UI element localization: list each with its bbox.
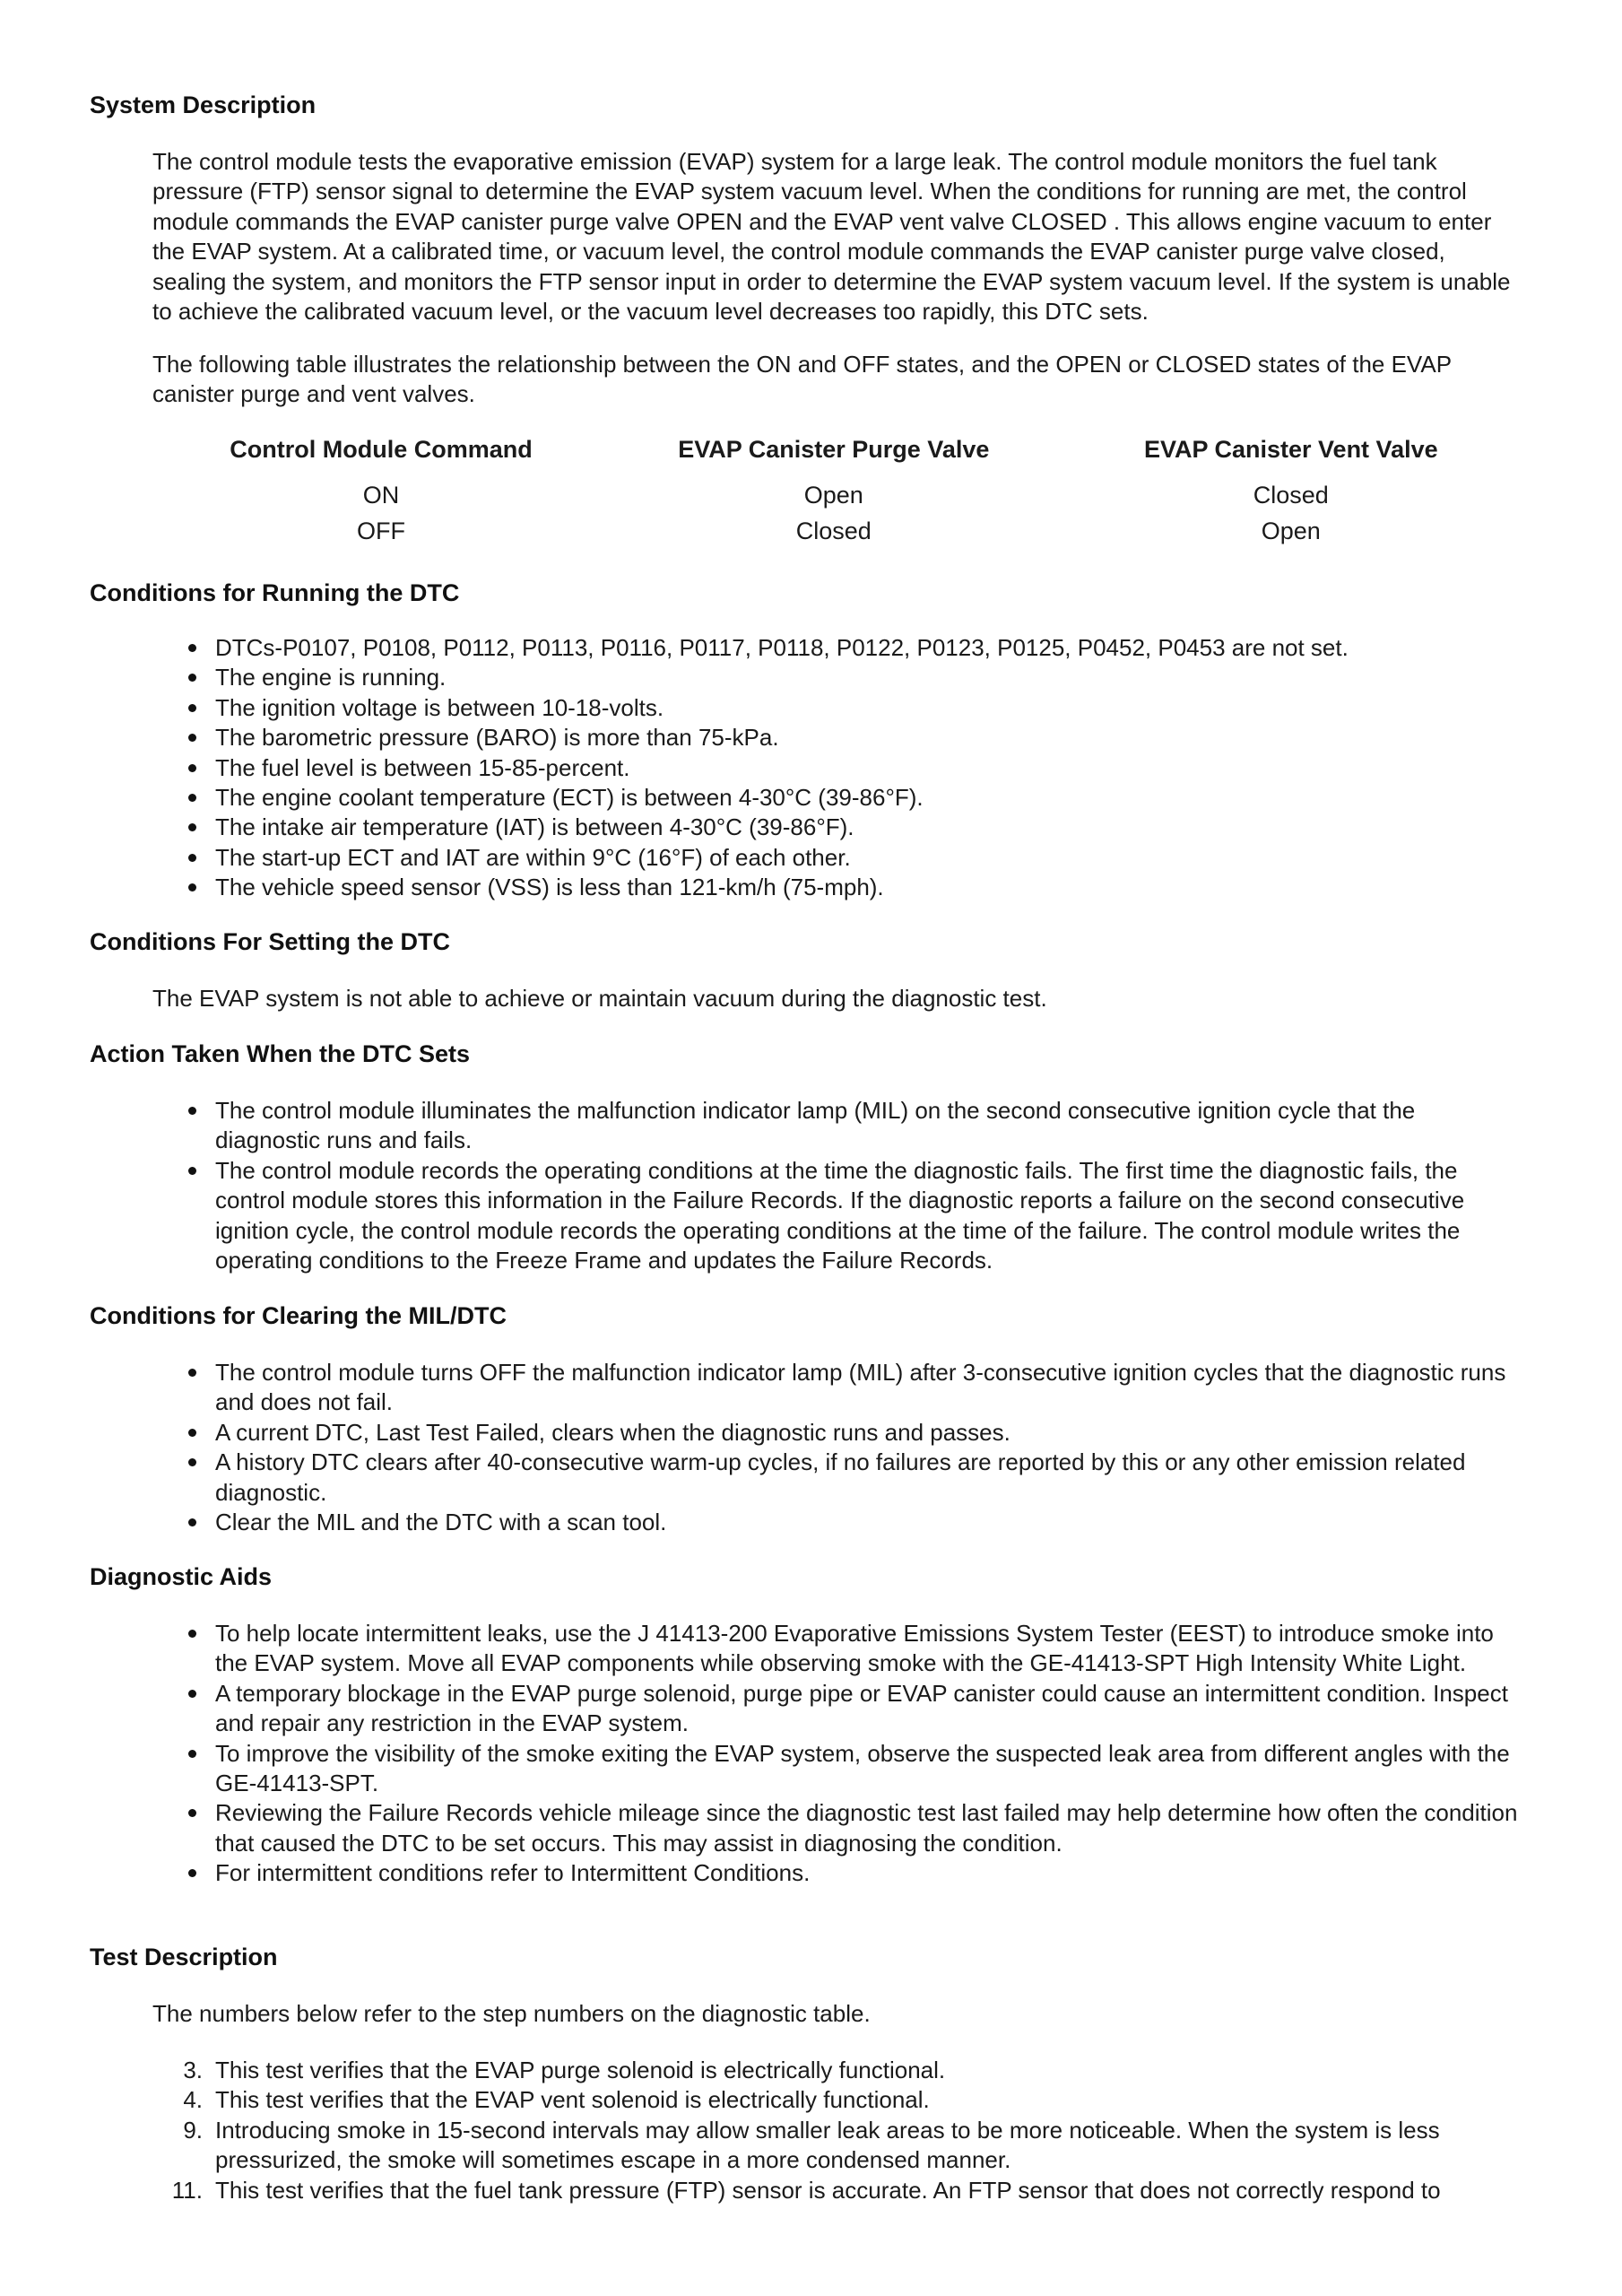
table-cell: ON xyxy=(362,482,400,509)
list-item: To help locate intermittent leaks, use the J 41413-200 Evaporative Emissions System Tester (EEST) to introduce smoke into the EVAP system. Move all EVAP components while observing smoke with the GE-41413-SPT High Intensity White Light. xyxy=(215,1619,1526,1679)
system-description-paragraph: The control module tests the evaporative emission (EVAP) system for a large leak. The control module monitors the fuel tank pressure (FTP) sensor signal to determine the EVAP system vacuum level. When the conditions for running are met, the control module commands the EVAP canister purge valve OPEN and the EVAP vent valve CLOSED . This allows engine vacuum to enter the EVAP system. At a calibrated time, or vacuum level, the control module commands the EVAP canister purge valve closed, sealing the system, and monitors the FTP sensor input in order to determine the EVAP system vacuum level. If the system is unable to achieve the calibrated vacuum level, or the vacuum level decreases too rapidly, this DTC sets. xyxy=(152,148,1511,326)
list-item xyxy=(183,2116,1526,2176)
heading-diagnostic-aids: Diagnostic Aids xyxy=(90,1563,273,1590)
table-cell: Closed xyxy=(1253,482,1329,509)
heading-system-description: System Description xyxy=(90,91,317,118)
test-description-paragraph: The numbers below refer to the step numbers on the diagnostic table. xyxy=(152,2000,871,2027)
list-item: The intake air temperature (IAT) is between 4-30°C (39-86°F). xyxy=(215,813,1526,842)
list-item: The engine is running. xyxy=(215,663,1526,692)
step-text: This test verifies that the EVAP vent solenoid is electrically functional. xyxy=(215,2086,930,2114)
list-item xyxy=(171,2176,1526,2205)
list-item: Reviewing the Failure Records vehicle mileage since the diagnostic test last failed may help determine how often the condition that caused the DTC to be set occurs. This may assist in diagnosing the condition. xyxy=(215,1798,1526,1858)
step-text: This test verifies that the EVAP purge solenoid is electrically functional. xyxy=(215,2057,946,2083)
table-header-row xyxy=(152,434,1524,477)
diagnostic-aids-list xyxy=(215,1619,1526,1889)
test-steps-list xyxy=(171,2056,1526,2205)
table-header-command: Control Module Command xyxy=(230,436,533,463)
list-item xyxy=(183,2085,1526,2115)
list-item: DTCs-P0107, P0108, P0112, P0113, P0116, P0117, P0118, P0122, P0123, P0125, P0452, P0453 are not set. xyxy=(215,633,1526,663)
step-number: 11. xyxy=(171,2176,203,2204)
list-item: A temporary blockage in the EVAP purge solenoid, purge pipe or EVAP canister could cause an intermittent condition. Inspect and repair any restriction in the EVAP system. xyxy=(215,1679,1526,1739)
table-row xyxy=(152,477,1524,513)
step-number: 3. xyxy=(183,2057,203,2083)
list-item: To improve the visibility of the smoke exiting the EVAP system, observe the suspected leak area from different angles with the GE-41413-SPT. xyxy=(215,1739,1526,1799)
step-number: 4. xyxy=(183,2086,203,2114)
heading-test-description: Test Description xyxy=(90,1944,278,1970)
list-item: Clear the MIL and the DTC with a scan tool. xyxy=(215,1508,1526,1537)
list-item: The control module records the operating conditions at the time the diagnostic fails. The first time the diagnostic fails, the control module stores this information in the Failure Records. If the diagnostic reports a failure on the second consecutive ignition cycle, the control module records the operating conditions at the time of the failure. The control module writes the operating conditions to the Freeze Frame and updates the Failure Records. xyxy=(215,1156,1526,1276)
heading-action-taken: Action Taken When the DTC Sets xyxy=(90,1040,471,1067)
list-item xyxy=(183,2056,1526,2085)
table-cell: Open xyxy=(1261,517,1321,544)
table-row xyxy=(152,513,1524,549)
table-cell: Closed xyxy=(795,517,872,544)
heading-conditions-clearing: Conditions for Clearing the MIL/DTC xyxy=(90,1302,507,1329)
list-item: A current DTC, Last Test Failed, clears when the diagnostic runs and passes. xyxy=(215,1418,1526,1448)
valve-state-table xyxy=(152,434,1524,549)
list-item: The fuel level is between 15-85-percent. xyxy=(215,753,1526,783)
list-item: For intermittent conditions refer to Intermittent Conditions. xyxy=(215,1858,1526,1888)
list-item: The vehicle speed sensor (VSS) is less than 121-km/h (75-mph). xyxy=(215,873,1526,902)
list-item: The ignition voltage is between 10-18-volts. xyxy=(215,693,1526,723)
conditions-clearing-list xyxy=(215,1358,1526,1537)
step-number: 9. xyxy=(183,2116,203,2144)
list-item: The engine coolant temperature (ECT) is between 4-30°C (39-86°F). xyxy=(215,783,1526,813)
conditions-setting-paragraph: The EVAP system is not able to achieve or maintain vacuum during the diagnostic test. xyxy=(152,985,1047,1012)
table-header-purge-valve: EVAP Canister Purge Valve xyxy=(678,436,990,463)
list-item: The start-up ECT and IAT are within 9°C (16°F) of each other. xyxy=(215,843,1526,873)
list-item: The barometric pressure (BARO) is more than 75-kPa. xyxy=(215,723,1526,752)
heading-conditions-setting: Conditions For Setting the DTC xyxy=(90,928,450,955)
list-item: A history DTC clears after 40-consecutive warm-up cycles, if no failures are reported by this or any other emission related diagnostic. xyxy=(215,1448,1526,1508)
list-item: The control module illuminates the malfunction indicator lamp (MIL) on the second consecutive ignition cycle that the diagnostic runs and fails. xyxy=(215,1096,1526,1156)
step-text: Introducing smoke in 15-second intervals may allow smaller leak areas to be more noticeable. When the system is less pressurized, the smoke will sometimes escape in a more condensed manner. xyxy=(215,2116,1440,2174)
action-taken-list xyxy=(215,1096,1526,1275)
step-text: This test verifies that the fuel tank pressure (FTP) sensor is accurate. An FTP sensor that does not correctly respond to xyxy=(215,2176,1441,2204)
table-cell: OFF xyxy=(357,517,405,544)
heading-conditions-running: Conditions for Running the DTC xyxy=(90,579,460,606)
table-cell: Open xyxy=(803,482,863,509)
conditions-running-list xyxy=(215,633,1526,903)
table-intro-paragraph: The following table illustrates the relationship between the ON and OFF states, and the OPEN or CLOSED states of the EVAP canister purge and vent valves. xyxy=(152,351,1452,408)
list-item: The control module turns OFF the malfunction indicator lamp (MIL) after 3-consecutive ignition cycles that the diagnostic runs and does not fail. xyxy=(215,1358,1526,1418)
table-header-vent-valve: EVAP Canister Vent Valve xyxy=(1143,436,1438,463)
